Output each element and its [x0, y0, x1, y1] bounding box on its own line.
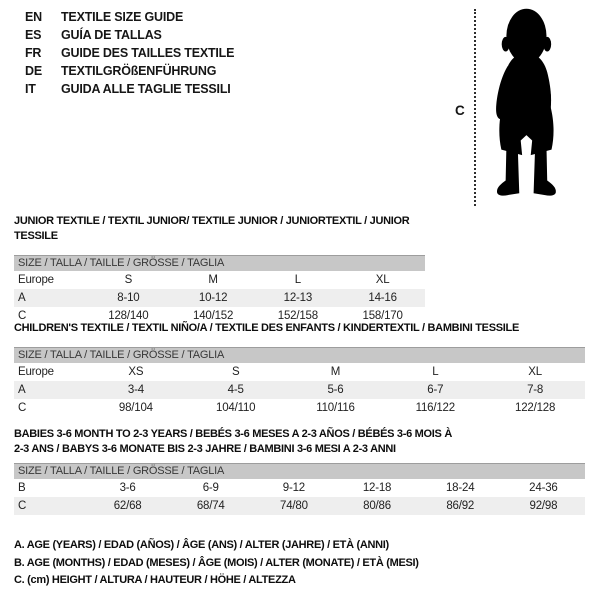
- size-header-bar: SIZE / TALLA / TAILLE / GRÖSSE / TAGLIA: [14, 347, 585, 363]
- legend-item: B. AGE (MONTHS) / EDAD (MESES) / ÂGE (MOIS) / ALTER (MONATE) / ETÀ (MESI): [14, 556, 419, 569]
- table-cell: M: [330, 366, 341, 378]
- table-row: [14, 399, 585, 417]
- table-cell: L: [294, 274, 301, 286]
- table-cell: 68/74: [196, 500, 225, 512]
- language-label: TEXTILE SIZE GUIDE: [61, 10, 184, 24]
- row-label: A: [18, 384, 26, 396]
- table-row: [14, 479, 585, 497]
- table-row: [14, 497, 585, 515]
- table-cell: 86/92: [446, 500, 475, 512]
- row-label: C: [18, 500, 27, 512]
- table-cell: 3-4: [127, 384, 144, 396]
- table-cell: 5-6: [327, 384, 344, 396]
- table-cell: L: [432, 366, 439, 378]
- table-title: BABIES 3-6 MONTH TO 2-3 YEARS / BEBÉS 3-6 MESES A 2-3 AÑOS / BÉBÉS 3-6 MOIS À 2-3 ANS / BABYS 3-6 MONATE BIS 2-3 JAHRE / BAMBINI 3-6 MESI A 2-3 ANNI: [14, 428, 452, 455]
- table-cell: 3-6: [119, 482, 136, 494]
- language-item: [25, 44, 234, 62]
- language-code: DE: [25, 64, 42, 78]
- babies-textile-section: [14, 427, 585, 515]
- table-cell: 14-16: [368, 292, 397, 304]
- table-cell: 8-10: [117, 292, 140, 304]
- row-label: C: [18, 310, 27, 322]
- language-label: GUÍA DE TALLAS: [61, 28, 162, 42]
- language-label: GUIDE DES TAILLES TEXTILE: [61, 46, 235, 60]
- table-cell: XL: [528, 366, 542, 378]
- table-cell: 24-36: [529, 482, 558, 494]
- row-label: Europe: [18, 366, 54, 378]
- row-label: A: [18, 292, 26, 304]
- junior-textile-section: [14, 214, 425, 325]
- table-cell: 116/122: [415, 402, 455, 414]
- table-cell: 128/140: [108, 310, 149, 322]
- language-item: [25, 26, 234, 44]
- size-table: [14, 479, 585, 515]
- table-cell: 122/128: [515, 402, 556, 414]
- legend-item: C. (cm) HEIGHT / ALTURA / HAUTEUR / HÖHE / ALTEZZA: [14, 574, 296, 586]
- table-cell: 158/170: [362, 310, 403, 322]
- row-label: B: [18, 482, 26, 494]
- table-cell: XS: [128, 366, 144, 378]
- language-code: IT: [25, 82, 36, 96]
- table-cell: 152/158: [277, 310, 318, 322]
- table-cell: M: [208, 274, 218, 286]
- size-header-bar: SIZE / TALLA / TAILLE / GRÖSSE / TAGLIA: [14, 255, 425, 271]
- language-code: FR: [25, 46, 42, 60]
- table-cell: 7-8: [527, 384, 544, 396]
- height-measure-label: C: [455, 103, 465, 118]
- legend: [14, 537, 419, 590]
- table-row: [14, 381, 585, 399]
- height-dotted-line: [474, 9, 476, 206]
- table-cell: 80/86: [363, 500, 391, 512]
- table-cell: 10-12: [198, 292, 228, 304]
- children-textile-section: [14, 321, 585, 417]
- table-cell: 6-7: [427, 384, 444, 396]
- language-item: [25, 62, 234, 80]
- table-title: CHILDREN'S TEXTILE / TEXTIL NIÑO/A / TEXTILE DES ENFANTS / KINDERTEXTIL / BAMBINI TESSILE: [14, 322, 519, 334]
- table-cell: S: [231, 366, 240, 378]
- table-cell: 6-9: [202, 482, 219, 494]
- table-cell: 12-13: [283, 292, 313, 304]
- table-cell: 18-24: [445, 482, 475, 494]
- language-item: [25, 80, 234, 98]
- table-cell: 74/80: [280, 500, 308, 512]
- table-cell: 104/110: [216, 402, 256, 414]
- table-cell: S: [124, 274, 133, 286]
- language-label: GUIDA ALLE TAGLIE TESSILI: [61, 82, 231, 96]
- row-label: C: [18, 402, 27, 414]
- table-cell: 12-18: [362, 482, 392, 494]
- language-item: [25, 8, 234, 26]
- language-label: TEXTILGRÖßENFÜHRUNG: [61, 64, 217, 78]
- table-cell: 140/152: [193, 310, 234, 322]
- language-list: [25, 8, 234, 98]
- table-cell: 110/116: [316, 402, 355, 414]
- size-table: [14, 363, 585, 417]
- table-cell: 62/68: [113, 500, 142, 512]
- table-cell: 9-12: [282, 482, 305, 494]
- language-code: EN: [25, 10, 42, 24]
- table-row: [14, 289, 425, 307]
- table-title: JUNIOR TEXTILE / TEXTIL JUNIOR/ TEXTILE JUNIOR / JUNIORTEXTIL / JUNIOR TESSILE: [14, 215, 410, 242]
- table-cell: 4-5: [227, 384, 244, 396]
- table-cell: XL: [375, 274, 390, 286]
- table-cell: 98/104: [118, 402, 153, 414]
- table-cell: 92/98: [529, 500, 558, 512]
- table-row: [14, 363, 585, 381]
- legend-item: A. AGE (YEARS) / EDAD (AÑOS) / ÂGE (ANS) / ALTER (JAHRE) / ETÀ (ANNI): [14, 539, 389, 551]
- size-table: [14, 271, 425, 325]
- row-label: Europe: [18, 274, 54, 286]
- baby-silhouette-icon: [482, 6, 568, 206]
- table-row: [14, 271, 425, 289]
- language-code: ES: [25, 28, 42, 42]
- size-header-bar: SIZE / TALLA / TAILLE / GRÖSSE / TAGLIA: [14, 463, 585, 479]
